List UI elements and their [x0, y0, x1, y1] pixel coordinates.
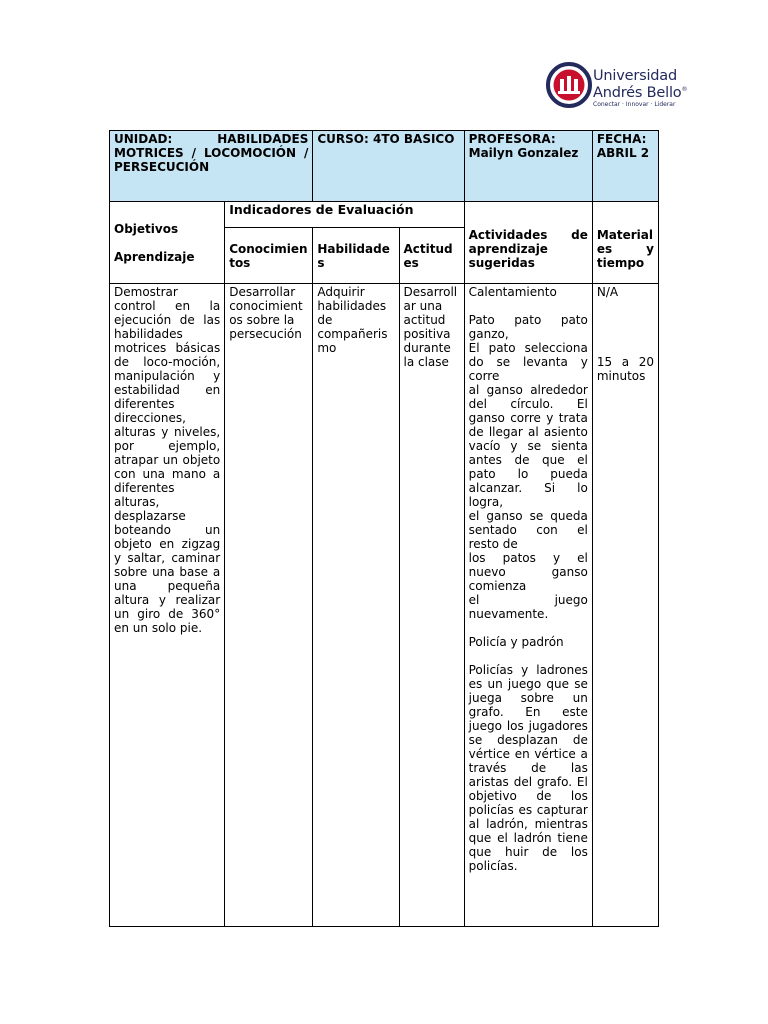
conocimientos-cell: Desarrollar conocimientos sobre la persecución — [225, 284, 313, 927]
actividad-line: el ganso se queda sentado con el resto de — [468, 509, 588, 551]
actitudes-header: Actitudes — [399, 228, 464, 284]
objetivos-header — [110, 202, 225, 284]
actitudes-cell: Desarrollar una actitud positiva durante la clase — [399, 284, 464, 927]
actividades-cell — [464, 284, 592, 927]
objetivo-cell: Demostrar control en la ejecución de las habilidades motrices básicas de loco-moción, manipulación y estabilidad en diferentes direcciones, alturas y niveles, por ejemplo, atrapar un objeto con una mano a diferentes alturas, desplazarse boteando un objeto en zigzag y saltar, caminar sobre una base a una pequeña altura y realizar un giro de 360° en un solo pie. — [110, 284, 225, 927]
indicadores-header: Indicadores de Evaluación — [225, 202, 464, 228]
logo-text — [593, 69, 687, 109]
materiales-tiempo: 15 a 20 minutos — [596, 355, 654, 383]
actividad-line: los patos y el nuevo ganso comienza — [468, 551, 588, 593]
curso-cell: CURSO: 4TO BASICO — [313, 131, 464, 202]
actividad-calentamiento: Calentamiento — [468, 285, 557, 299]
logo-line2-text: Andrés Bello — [593, 84, 682, 101]
materiales-na: N/A — [596, 285, 619, 299]
objetivos-label-2: Aprendizaje — [114, 249, 195, 264]
actividad-line: al ganso alrededor del círculo. El ganso corre y trata de llegar al asiento vacío y se sienta antes de que el pato lo pueda alcanzar. Si lo logra, — [468, 383, 588, 509]
actividades-header: Actividades de aprendizaje sugeridas — [464, 202, 592, 284]
logo-line2 — [593, 83, 687, 100]
habilidades-cell: Adquirir habilidades de compañerismo — [313, 284, 399, 927]
university-emblem-icon — [546, 62, 592, 108]
header-row — [110, 131, 659, 202]
habilidades-header: Habilidades — [313, 228, 399, 284]
content-row — [110, 284, 659, 927]
registered-icon: ® — [681, 86, 688, 93]
materiales-cell — [592, 284, 658, 927]
objetivos-label-1: Objetivos — [114, 221, 179, 236]
lesson-plan-table — [109, 130, 659, 927]
actividad-line: Pato pato pato ganzo, — [468, 313, 588, 341]
actividad-line: el juego nuevamente. — [468, 593, 588, 621]
actividad-policia-titulo: Policía y padrón — [468, 635, 564, 649]
profesora-cell: PROFESORA: Mailyn Gonzalez — [464, 131, 592, 202]
actividad-line: Policías y ladrones es un juego que se juega sobre un grafo. En este juego los jugadores se desplazan de vértice en vértice a través de las aristas del grafo. El objetivo de los policías es capturar al ladrón, mientras que el ladrón tiene que huir de los policías. — [468, 663, 588, 873]
logo-line1: Universidad — [593, 68, 677, 84]
unidad-cell: UNIDAD: HABILIDADES MOTRICES / LOCOMOCIÓN / PERSECUCIÓN — [110, 131, 313, 202]
materiales-header: Materiales y tiempo — [592, 202, 658, 284]
actividad-line: El pato selecciona do se levanta y corre — [468, 341, 588, 383]
fecha-cell: FECHA: ABRIL 2 — [592, 131, 658, 202]
conocimientos-header: Conocimientos — [225, 228, 313, 284]
column-header-row-1 — [110, 202, 659, 228]
university-logo — [546, 62, 696, 110]
logo-tagline: Conectar · Innovar · Liderar — [593, 100, 676, 108]
